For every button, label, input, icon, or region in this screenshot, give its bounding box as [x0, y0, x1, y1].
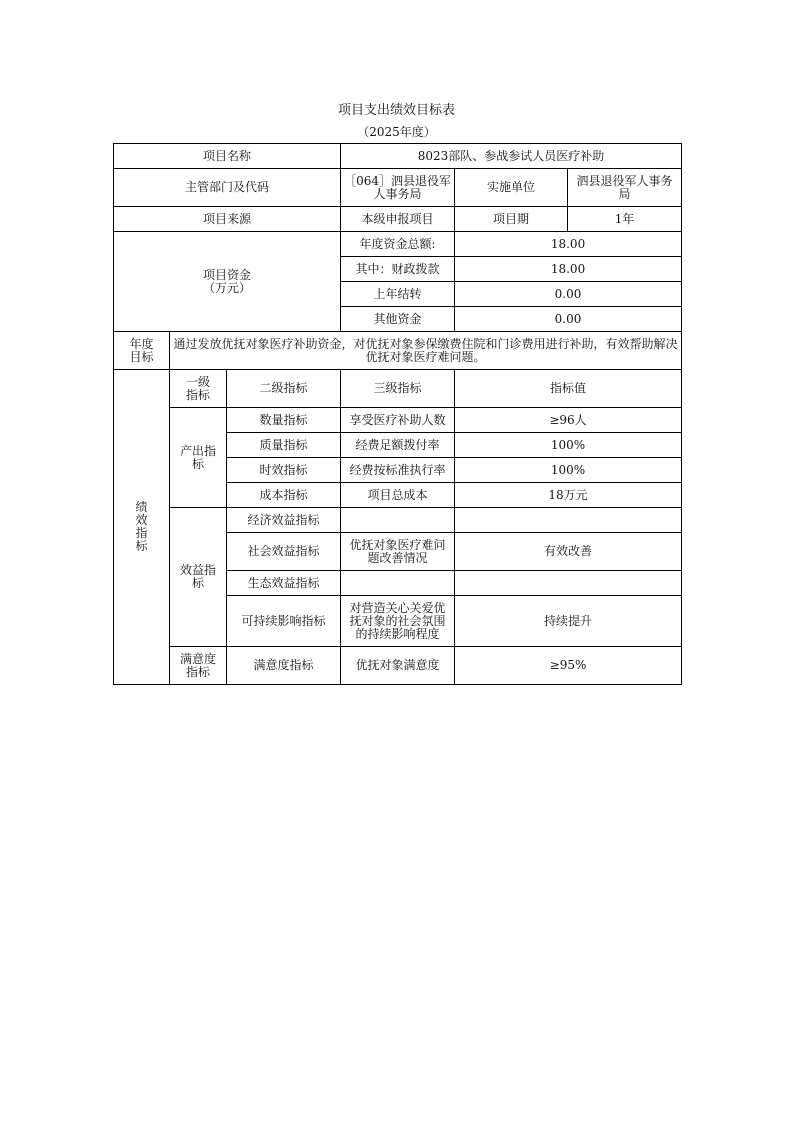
header-value: 指标值 [455, 370, 682, 408]
funds-fiscal-value: 18.00 [455, 257, 682, 282]
project-name-label: 项目名称 [114, 144, 341, 169]
funds-total-label: 年度资金总额: [341, 232, 455, 257]
dept-label: 主管部门及代码 [114, 169, 341, 207]
benefit-l3 [341, 508, 455, 533]
source-value: 本级申报项目 [341, 207, 455, 232]
table-row [114, 408, 682, 433]
period-value: 1年 [568, 207, 682, 232]
output-l3: 经费足额拨付率 [341, 433, 455, 458]
funds-label-cell [114, 232, 341, 332]
header-level3: 三级指标 [341, 370, 455, 408]
page-subtitle: （2025年度） [357, 125, 436, 139]
performance-target-table [113, 143, 682, 685]
annual-goal-text: 通过发放优抚对象医疗补助资金，对优抚对象参保缴费住院和门诊费用进行补助，有效帮助解决优抚对象医疗难问题。 [170, 332, 682, 370]
table-row [114, 370, 682, 408]
dept-value: ［064］泗县退役军人事务局 [341, 169, 455, 207]
header-level1: 一级 指标 [170, 370, 227, 408]
impl-value: 泗县退役军人事务局 [568, 169, 682, 207]
project-name-value: 8023部队、参战参试人员医疗补助 [341, 144, 682, 169]
header-level2: 二级指标 [227, 370, 341, 408]
annual-goal-label: 年度 目标 [114, 332, 170, 370]
satisfaction-l3: 优抚对象满意度 [341, 647, 455, 685]
perf-label: 绩 效 指 标 [114, 370, 170, 685]
output-l2: 数量指标 [227, 408, 341, 433]
output-l2: 时效指标 [227, 458, 341, 483]
benefit-l2: 生态效益指标 [227, 571, 341, 596]
benefit-l3: 优抚对象医疗难问题改善情况 [341, 533, 455, 571]
output-l3: 经费按标准执行率 [341, 458, 455, 483]
table-row [114, 332, 682, 370]
funds-other-label: 其他资金 [341, 307, 455, 332]
period-label: 项目期 [455, 207, 568, 232]
funds-other-value: 0.00 [455, 307, 682, 332]
impl-label: 实施单位 [455, 169, 568, 207]
funds-unit: （万元） [203, 280, 252, 295]
output-value: 100% [455, 458, 682, 483]
funds-carry-label: 上年结转 [341, 282, 455, 307]
satisfaction-label: 满意度 指标 [170, 647, 227, 685]
table-row [114, 144, 682, 169]
benefit-l2: 经济效益指标 [227, 508, 341, 533]
benefit-value [455, 508, 682, 533]
satisfaction-l2: 满意度指标 [227, 647, 341, 685]
funds-label: 项目资金 [203, 267, 252, 282]
table-row [114, 232, 682, 257]
benefit-label: 效益指 标 [170, 508, 227, 647]
output-value: 18万元 [455, 483, 682, 508]
funds-carry-value: 0.00 [455, 282, 682, 307]
source-label: 项目来源 [114, 207, 341, 232]
benefit-value [455, 571, 682, 596]
benefit-l2: 社会效益指标 [227, 533, 341, 571]
output-value: ≥96人 [455, 408, 682, 433]
output-l2: 质量指标 [227, 433, 341, 458]
output-value: 100% [455, 433, 682, 458]
output-l2: 成本指标 [227, 483, 341, 508]
benefit-l3: 对营造关心关爱优抚对象的社会氛围的持续影响程度 [341, 596, 455, 647]
benefit-value: 持续提升 [455, 596, 682, 647]
satisfaction-value: ≥95% [455, 647, 682, 685]
page-title: 项目支出绩效目标表 [337, 103, 455, 118]
table-row [114, 647, 682, 685]
funds-total-value: 18.00 [455, 232, 682, 257]
table-row [114, 207, 682, 232]
benefit-l3 [341, 571, 455, 596]
output-label: 产出指 标 [170, 408, 227, 508]
funds-fiscal-label: 其中：财政拨款 [341, 257, 455, 282]
output-l3: 享受医疗补助人数 [341, 408, 455, 433]
output-l3: 项目总成本 [341, 483, 455, 508]
benefit-value: 有效改善 [455, 533, 682, 571]
benefit-l2: 可持续影响指标 [227, 596, 341, 647]
table-row [114, 508, 682, 533]
table-row [114, 169, 682, 207]
